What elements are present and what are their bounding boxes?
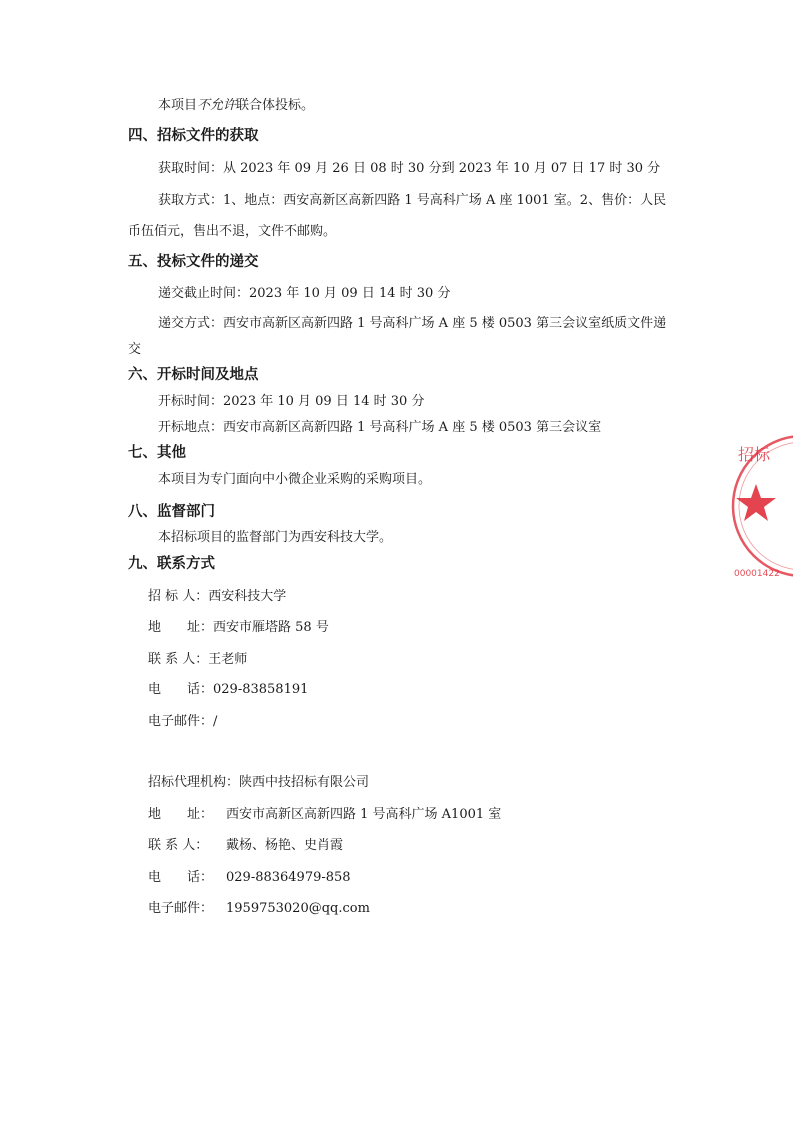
acquire-method-line1: 获取方式：1、地点：西安高新区高新四路 1 号高科广场 A 座 1001 室。2、售价：人民 <box>158 193 667 208</box>
joint-bid-note <box>158 96 314 116</box>
submit-deadline: 递交截止时间：2023 年 10 月 09 日 14 时 30 分 <box>158 286 451 301</box>
submit-method-line1: 递交方式：西安市高新区高新四路 1 号高科广场 A 座 5 楼 0503 第三会议室纸质文件递 <box>158 316 667 331</box>
submit-method-line2: 交 <box>128 342 142 357</box>
contact-value: / <box>213 714 218 729</box>
contact-label: 招 标 人： <box>148 589 209 604</box>
section-9-heading: 九、联系方式 <box>128 556 215 572</box>
agency-email-row <box>148 899 370 919</box>
contact-value: 戴杨、杨艳、史肖霞 <box>226 838 344 853</box>
buyer-name-row <box>148 587 286 607</box>
acquire-time: 获取时间：从 2023 年 09 月 26 日 08 时 30 分到 2023 年 10 月 07 日 17 时 30 分 <box>158 161 661 176</box>
acquire-method-line2: 币伍佰元，售出不退，文件不邮购。 <box>128 224 337 239</box>
agency-address-row <box>148 805 501 825</box>
contact-label: 电 话： <box>148 682 214 697</box>
agency-name-row <box>148 773 369 793</box>
contact-value: 西安市高新区高新四路 1 号高科广场 A1001 室 <box>226 807 502 822</box>
joint-bid-pre: 本项目 <box>158 98 198 113</box>
buyer-address-row <box>148 618 329 638</box>
section-4-heading: 四、招标文件的获取 <box>128 128 259 144</box>
contact-label: 地 址： <box>148 807 214 822</box>
seal-text-bottom: 00001422 <box>734 569 780 579</box>
supervisor-note: 本招标项目的监督部门为西安科技大学。 <box>158 530 393 545</box>
contact-label: 电子邮件： <box>148 901 214 916</box>
contact-value: 陕西中技招标有限公司 <box>239 775 370 790</box>
contact-value: 029-88364979-858 <box>226 870 351 885</box>
contact-value: 王老师 <box>208 652 248 667</box>
opening-place: 开标地点：西安市高新区高新四路 1 号高科广场 A 座 5 楼 0503 第三会议室 <box>158 420 602 435</box>
joint-bid-emphasis: 不允许 <box>197 98 237 113</box>
contact-value: 029-83858191 <box>213 682 309 697</box>
buyer-email-row <box>148 712 217 732</box>
buyer-phone-row <box>148 680 308 700</box>
seal-icon <box>728 430 793 584</box>
contact-value: 1959753020@qq.com <box>226 901 370 916</box>
buyer-contact-row <box>148 650 247 670</box>
contact-label: 招标代理机构： <box>148 775 240 790</box>
seal-text-top: 招标 <box>738 445 771 464</box>
section-5-heading: 五、投标文件的递交 <box>128 254 259 270</box>
contact-label: 电子邮件： <box>148 714 214 729</box>
contact-label: 联 系 人： <box>148 652 209 667</box>
contact-label: 联 系 人： <box>148 838 209 853</box>
opening-time: 开标时间：2023 年 10 月 09 日 14 时 30 分 <box>158 394 425 409</box>
agency-phone-row <box>148 868 351 888</box>
contact-value: 西安市雁塔路 58 号 <box>213 620 329 635</box>
contact-label: 地 址： <box>148 620 214 635</box>
section-6-heading: 六、开标时间及地点 <box>128 367 259 383</box>
agency-contact-row <box>148 836 343 856</box>
section-7-heading: 七、其他 <box>128 445 186 461</box>
contact-value: 西安科技大学 <box>208 589 287 604</box>
joint-bid-post: 联合体投标。 <box>236 98 315 113</box>
contact-label: 电 话： <box>148 870 214 885</box>
section-8-heading: 八、监督部门 <box>128 504 215 520</box>
company-seal <box>728 430 793 584</box>
sme-note: 本项目为专门面向中小微企业采购的采购项目。 <box>158 472 432 487</box>
